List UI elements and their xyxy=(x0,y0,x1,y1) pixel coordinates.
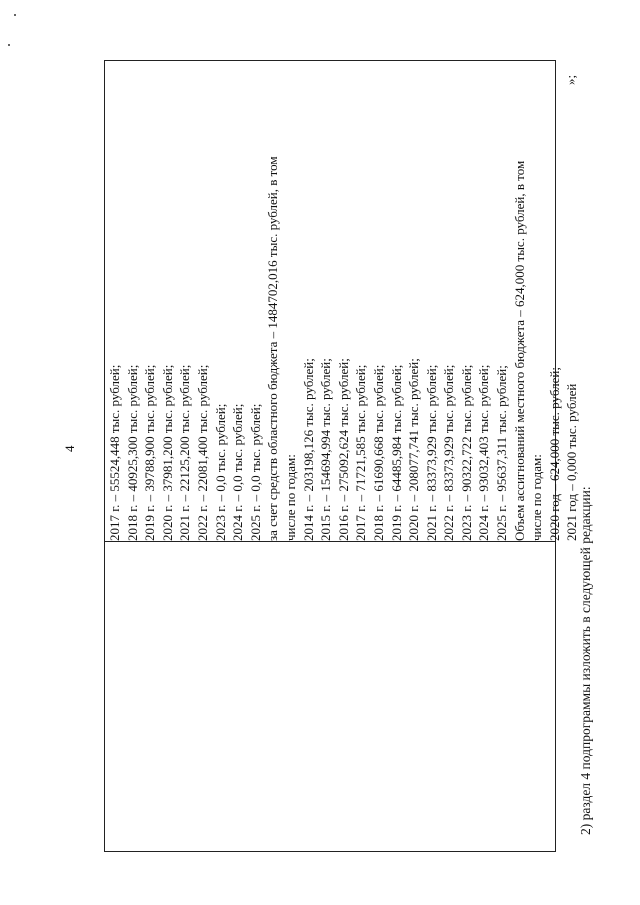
text-line: 2015 г. – 154694,994 тыс. рублей; xyxy=(318,358,334,541)
text-line: 2025 г. – 95637,311 тыс. рублей; xyxy=(494,365,510,541)
text-line: 2018 г. – 61690,668 тыс. рублей; xyxy=(370,364,386,541)
text-line: 2021 г. – 22125,200 тыс. рублей; xyxy=(177,364,193,541)
text-line: 2022 г. – 83373,929 тыс. рублей; xyxy=(441,364,457,541)
text-line: 2023 г. – 90322,722 тыс. рублей; xyxy=(458,364,474,541)
text-line: 2018 г. – 40925,300 тыс. рублей; xyxy=(124,364,140,541)
section-instruction: 2) раздел 4 подпрограммы изложить в следующей редакции: xyxy=(578,486,593,835)
text-line: 2021 г. – 83373,929 тыс. рублей; xyxy=(423,364,439,541)
text-line: числе по годам: xyxy=(529,454,545,541)
text-line: 2024 г. – 0,0 тыс. рублей; xyxy=(230,403,246,541)
text-line: 2020 год – 624,000 тыс. рублей; xyxy=(546,367,562,541)
text-line: Объем ассигнований местного бюджета – 624,000 тыс. рублей, в том xyxy=(511,160,527,541)
scan-speck xyxy=(14,14,16,16)
text-line: 2022 г. – 22081,400 тыс. рублей; xyxy=(194,364,210,541)
text-line: 2017 г. – 55524,448 тыс. рублей; xyxy=(107,364,122,541)
table-column-divider xyxy=(104,541,556,542)
text-line: 2023 г. – 0,0 тыс. рублей; xyxy=(212,403,228,541)
text-line: 2019 г. – 64485,984 тыс. рублей; xyxy=(388,364,404,541)
page-number: 4 xyxy=(62,445,77,452)
text-line: 2017 г. – 71721,585 тыс. рублей; xyxy=(353,364,369,541)
text-line: числе по годам: xyxy=(282,454,298,541)
text-line: 2025 г. – 0,0 тыс. рублей; xyxy=(247,403,263,541)
text-line: 2016 г. – 275092,624 тыс. рублей; xyxy=(335,358,351,541)
text-line: 2024 г. – 93032,403 тыс. рублей; xyxy=(476,364,492,541)
scan-speck xyxy=(8,44,10,46)
text-line: 2019 г. – 39788,900 тыс. рублей; xyxy=(142,364,158,541)
text-line: 2020 г. – 37981,200 тыс. рублей; xyxy=(159,364,175,541)
table-cell-funding xyxy=(106,60,580,541)
closing-quote: »; xyxy=(563,74,578,85)
text-line: 2020 г. – 208077,741 тыс. рублей; xyxy=(406,358,422,541)
text-line: 2014 г. – 203198,126 тыс. рублей; xyxy=(300,358,316,541)
text-line: за счет средств областного бюджета – 1484702,016 тыс. рублей, в том xyxy=(265,156,281,541)
text-line: 2021 год – 0,000 тыс. рублей xyxy=(564,383,580,541)
